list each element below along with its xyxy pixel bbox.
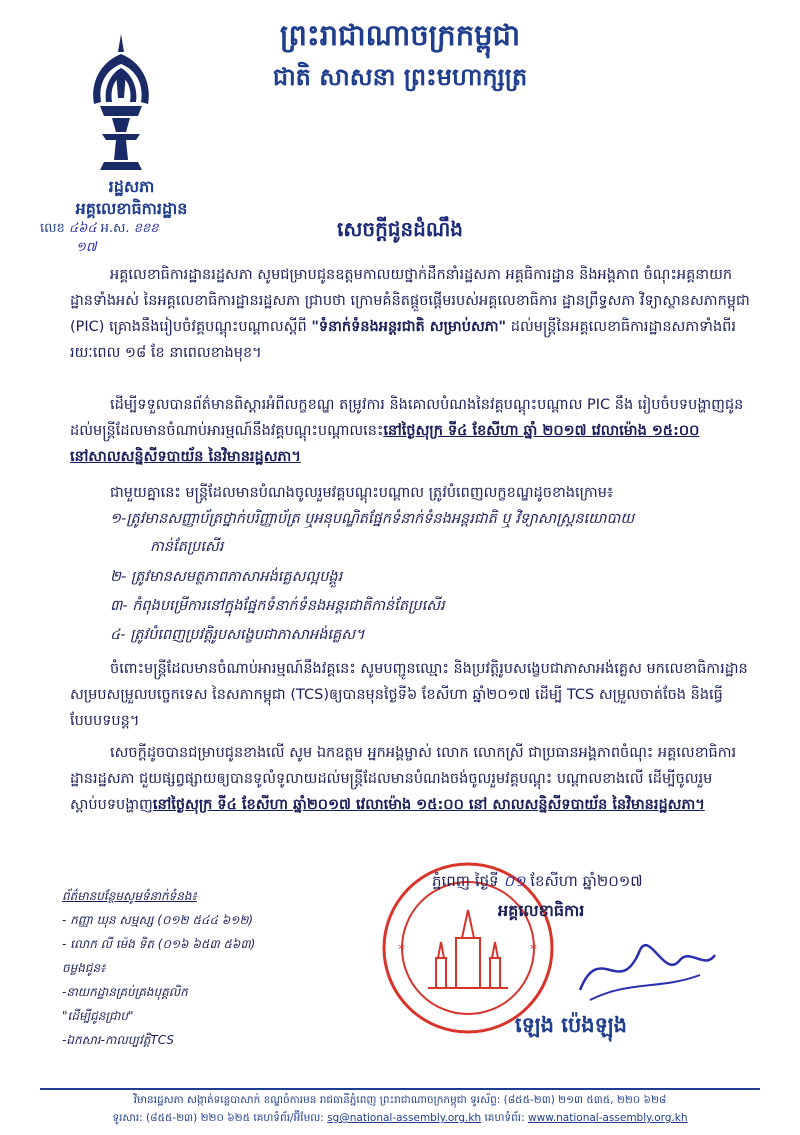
org-name-secretariat: អគ្គលេខាធិការដ្ឋាន	[75, 199, 188, 218]
requirement-item-4: ៤- ត្រូវបំពេញប្រវត្តិរូបសង្ខេបជាភាសាអង់គ្លេស។	[110, 627, 365, 643]
handwritten-signature	[570, 920, 720, 1010]
paragraph-presentation-text: ដើម្បីទទួលបានព័ត៌មានពិស្តារអំពីលក្ខខណ្ឌ តម្រូវការ និងគោលបំណងនៃវគ្គបណ្តុះបណ្តាល PIC នឹង រៀបចំបទបង្ហាញជូនដល់មន្ត្រីដែលមានចំណាប់អារម្មណ៍នឹងវគ្គបណ្តុះបណ្តាលនេះ	[70, 397, 744, 439]
reference-series: អ.ស.	[100, 221, 130, 236]
reference-handwritten-number: ៤៦៤	[68, 221, 97, 236]
requirement-item-1: ១-ត្រូវមានសញ្ញាប័ត្រថ្នាក់បរិញ្ញាប័ត្រ ឬអនុបណ្ឌិតផ្នែកទំនាក់ទំនងអន្តរជាតិ ឬ វិទ្យាសាស្ត្រនយោបាយ	[110, 511, 635, 527]
cc-heading: ចម្លងជូន៖	[62, 961, 106, 975]
date-day-handwritten: ០១	[503, 872, 526, 890]
cc-line-1: -នាយកដ្ឋានគ្រប់គ្រងបុគ្គលិក	[62, 985, 188, 999]
training-title: "ទំនាក់ទំនងអន្តរជាតិ សម្រាប់សភា"	[311, 319, 507, 335]
footer-contact	[40, 1112, 760, 1127]
signatory-title: អគ្គលេខាធិការ	[498, 901, 585, 920]
national-motto: ជាតិ សាសនា ព្រះមហាក្សត្រ	[272, 63, 528, 91]
requirement-item-1-cont: កាន់តែប្រសើរ	[150, 539, 224, 555]
paragraph-intro-text: អគ្គលេខាធិការដ្ឋានរដ្ឋសភា សូមជម្រាបជូនឧត្តមកាលយថ្នាក់ដឹកនាំរដ្ឋសភា អគ្គធិការដ្ឋាន និងអង្គភាព ចំណុះអគ្គនាយកដ្ឋានទាំងអស់ នៃអគ្គលេខាធិការដ្ឋានរដ្ឋសភា ជ្រាបថា ក្រោមគំនិតផ្តួចផ្តើមរបស់អគ្គលេខាធិការ ដ្ឋានព្រឹទ្ធសភា វិទ្យាស្ថានសភាកម្ពុជា (PIC) គ្រោងនឹងរៀបចំវគ្គបណ្តុះបណ្តាលស្តីពី	[70, 267, 750, 335]
contact-line-2: - លោក លី ម៉េង ទិត (០១៦ ៦៥៣ ៥៦៣)	[62, 937, 256, 951]
reference-prefix: លេខ	[40, 221, 65, 236]
footer-divider	[40, 1088, 760, 1090]
signature-date	[432, 872, 643, 894]
paragraph-intro-end: ដល់មន្ត្រីនៃអគ្គលេខាធិការដ្ឋានសភាទាំងពីរ រយៈពេល ១៨ ខែ នាពេលខាងមុខ។	[70, 319, 736, 361]
presentation-datetime: នៅថ្ងៃសុក្រ ទី៤ ខែសីហា ឆ្នាំ ២០១៧ វេលាម៉ោង ១៥:០០ នៅសាលសន្និសីទបាយ័ន នៃវិមានរដ្ឋសភា។	[70, 423, 700, 465]
document-subject: សេចក្តីជូនដំណឹង	[337, 217, 463, 241]
org-name-assembly: រដ្ឋសភា	[108, 177, 155, 196]
contact-line-1: - កញ្ញា ឃុន សម្មស្ស (០១២ ៥៤៤ ៦១២)	[62, 913, 254, 927]
requirement-item-3: ៣- កំពុងបម្រើការនៅក្នុងផ្នែកទំនាក់ទំនងអន្តរជាតិកាន់តែប្រសើរ	[110, 598, 445, 614]
cc-line-3: -ឯកសារ-កាលប្បវត្តិTCS	[62, 1033, 174, 1047]
svg-text:*: *	[398, 942, 405, 958]
signatory-name: ឡេង ប៉េងឡុង	[515, 1013, 627, 1037]
footer-website-link[interactable]: www.national-assembly.org.kh	[528, 1112, 688, 1124]
svg-text:*: *	[530, 942, 537, 958]
footer-email-link[interactable]: sg@national-assembly.org.kh	[327, 1112, 482, 1124]
paragraph-submission: ចំពោះមន្ត្រីដែលមានចំណាប់អារម្មណ៍នឹងវគ្គនេះ សូមបញ្ជូនឈ្មោះ និងប្រវត្តិរូបសង្ខេបជាភាសាអង់គ្លេស មកលេខាធិការដ្ឋានសម្របសម្រួលបច្ចេកទេស នៃសភាកម្ពុជា (TCS)ឲ្យបានមុនថ្ងៃទី៦ ខែសីហា ឆ្នាំ២០១៧ ដើម្បី TCS សម្រួលចាត់ចែង និងធ្វើបែបបទបន្ត។	[70, 661, 748, 729]
closing-datetime: នៅថ្ងៃសុក្រ ទី៤ ខែសីហា ឆ្នាំ២០១៧ វេលាម៉ោង ១៥:០០ នៅ សាលសន្និសីទបាយ័ន នៃវិមានរដ្ឋសភា។	[152, 797, 705, 813]
paragraph-closing	[70, 740, 750, 818]
reference-number2: ១៧	[76, 240, 97, 255]
paragraph-intro	[70, 262, 750, 366]
footer-address: វិមានរដ្ឋសភា សង្កាត់ទន្លេបាសាក់ ខណ្ឌចំការមន រាជធានីភ្នំពេញ ព្រះរាជាណាចក្រកម្ពុជា ទូរស័ព្ទ: (៨៥៥-២៣) ២១៣ ៥៣៥, ២២០ ៦២៨	[133, 1094, 667, 1106]
date-prefix: ភ្នំពេញ ថ្ងៃទី	[432, 872, 499, 890]
paragraph-presentation	[70, 392, 750, 470]
contact-heading: ព័ត៌មានបន្ថែមសូមទំនាក់ទំនង៖	[62, 889, 197, 903]
paragraph-requirements-intro: ជាមួយគ្នានេះ មន្ត្រីដែលមានបំណងចូលរួមវគ្គបណ្តុះបណ្តាល ត្រូវបំពេញលក្ខខណ្ឌដូចខាងក្រោម៖	[110, 485, 614, 501]
national-assembly-emblem	[86, 32, 156, 172]
requirement-item-2: ២- ត្រូវមានសមត្ថភាពភាសាអង់គ្លេសល្អបង្គួរ	[110, 569, 343, 585]
kingdom-title: ព្រះរាជាណាចក្រកម្ពុជា	[279, 18, 521, 52]
footer-fax: ទូរសារ: (៨៥៥-២៣) ២២០ ៦២៥ គេហទំព័រ/អ៊ីមែល:	[112, 1112, 324, 1124]
footer-website-label: គេហទំព័រ:	[484, 1112, 525, 1124]
paragraph-closing-text: សេចក្តីដូចបានជម្រាបជូនខាងលើ សូម ឯកឧត្តម អ្នកអង្គម្ចាស់ លោក លោកស្រី ជាប្រធានអង្គភាពចំណុះ អគ្គលេខាធិការដ្ឋានរដ្ឋសភា ជួយផ្សព្វផ្សាយឲ្យបានទូលំទូលាយដល់មន្ត្រីដែលមានបំណងចង់ចូលរួមវគ្គបណ្តុះ បណ្តាលខាងលើ ដើម្បីចូលរួមស្តាប់បទបង្ហាញ	[70, 745, 737, 813]
reference-code: ខខខ	[133, 221, 159, 236]
cc-line-2: "ដើម្បីជូនជ្រាប"	[62, 1009, 134, 1023]
date-suffix: ខែសីហា ឆ្នាំ២០១៧	[530, 872, 643, 890]
